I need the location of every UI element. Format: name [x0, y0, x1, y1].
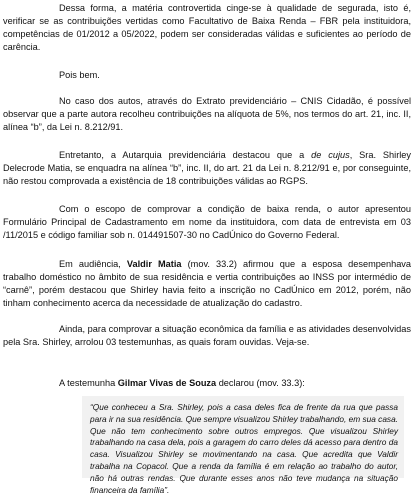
- paragraph-text: declarou (mov. 33.3):: [216, 378, 305, 388]
- paragraph-autarquia: [3, 149, 411, 188]
- italic-term: de cujus: [311, 150, 350, 160]
- paragraph-pois-bem: [3, 69, 411, 82]
- bold-name: Gilmar Vivas de Souza: [117, 378, 217, 388]
- paragraph-cnis: [3, 95, 411, 134]
- testimony-quote-block: [82, 396, 404, 495]
- paragraph-baixa-renda: [3, 203, 411, 242]
- paragraph-text: Dessa forma, a matéria controvertida cinge-se à qualidade de segurada, isto é, verificar se as contribuições vertidas como Facultativo de Baixa Renda – FBR pela instituidora, competências de 01/2012 a 05/2022, podem ser consideradas válidas e suficientes ao período de carência.: [3, 3, 411, 52]
- paragraph-text: No caso dos autos, através do Extrato previdenciário – CNIS Cidadão, é possível observar que a parte autora recolheu contribuições na alíquota de 5%, nos termos do art. 21, inc. II, alínea “b”, da Lei n. 8.212/91.: [3, 96, 411, 132]
- paragraph-text: Com o escopo de comprovar a condição de baixa renda, o autor apresentou Formulário Principal de Cadastramento em nome da instituidora, com data de entrevista em 03 /11/2015 e código familiar sob n. 014491507-30 no CadÚnico do Governo Federal.: [3, 204, 411, 240]
- bold-name: Valdir Matia: [126, 259, 182, 269]
- paragraph-audiencia: [3, 258, 411, 310]
- paragraph-text: Entretanto, a Autarquia previdenciária destacou que a: [59, 150, 312, 160]
- paragraph-text: Em audiência,: [59, 259, 127, 269]
- paragraph-testemunha-gilmar: [3, 377, 411, 390]
- paragraph-text: (mov. 33.2) afirmou que a esposa desempenhava trabalho doméstico no âmbito de sua residência e vertia contribuições ao INSS por intermédio de “carnê”, porém destacou que Shirley havia feito a inscrição no CadÚnico em 2012, porém, não tinham conhecimento acerca da necessidade de atualização do cadastro.: [3, 259, 412, 308]
- paragraph-text: Pois bem.: [59, 70, 100, 80]
- paragraph-text: A testemunha: [59, 378, 118, 388]
- paragraph-materia-controvertida: [3, 2, 411, 54]
- quote-text: “Que conheceu a Sra. Shirley, pois a casa deles fica de frente da rua que passa para ir na sua residência. Que sempre visualizou Shirley trabalhando, em sua casa. Que não tem conhecimento sobre outros empregos. Que visualizou Shirley trabalhando na casa dela, pois a garagem do carro deles dá acesso para dentro da casa. Visualizou Shirley se movimentando na casa. Que acredita que Valdir trabalha na Copacol. Que a renda da família é em relação ao trabalho do autor, não há outras rendas. Que durante esses anos não teve mudança na situação financeira da família”.: [90, 402, 398, 495]
- paragraph-testemunhas: [3, 323, 411, 349]
- paragraph-text: Ainda, para comprovar a situação econômica da família e as atividades desenvolvidas pela Sra. Shirley, arrolou 03 testemunhas, as quais foram ouvidas. Veja-se.: [3, 324, 411, 347]
- paragraph-text: , Sra. Shirley Delecrode Matia, se enquadra na alínea “b”, inc. II, do art. 21 da Lei n. 8.212/91 e, por conseguinte, não restou comprovada a existência de 18 contribuições válidas ao RGPS.: [3, 150, 411, 186]
